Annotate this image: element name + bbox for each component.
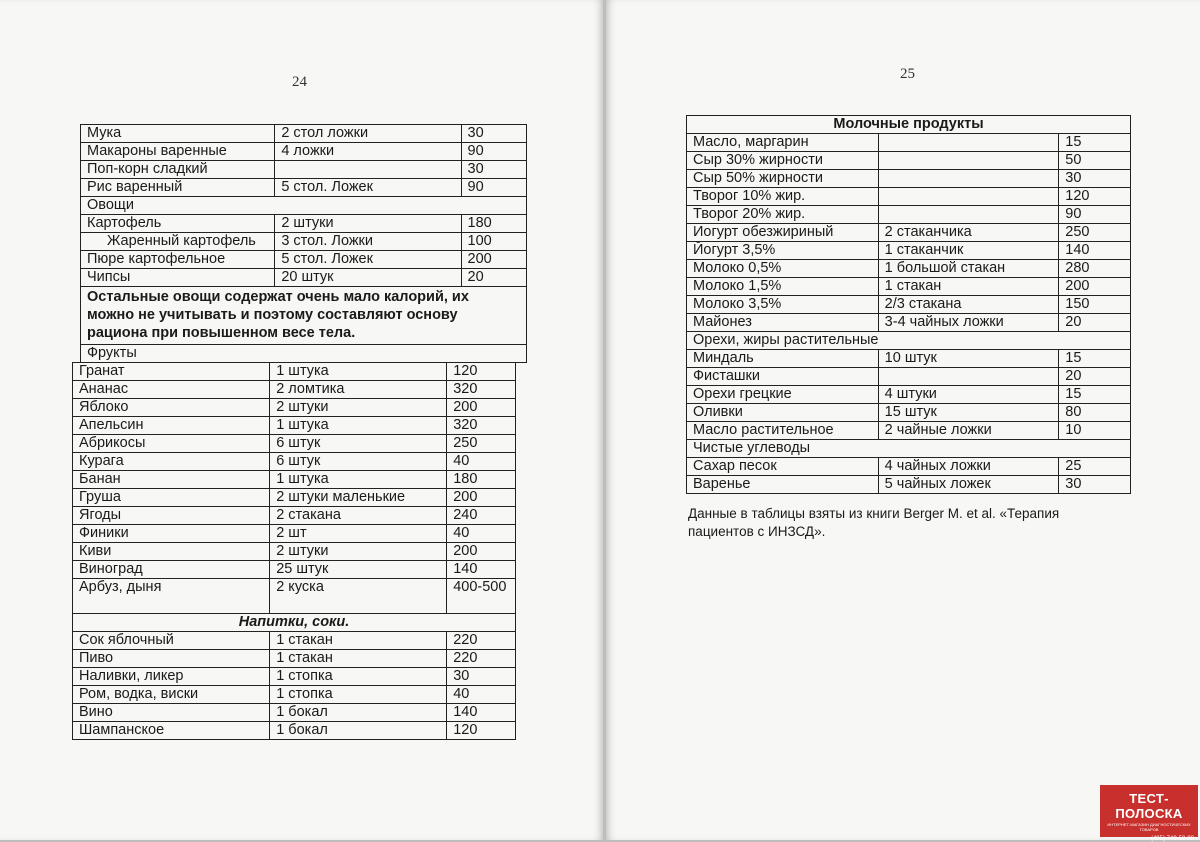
product-cell: Ром, водка, виски <box>73 686 270 704</box>
portion-cell: 2 ломтика <box>270 381 447 399</box>
table-row <box>81 215 527 233</box>
table-row <box>73 614 516 632</box>
table-row <box>73 632 516 650</box>
calorie-cell: 10 <box>1059 422 1131 440</box>
table-row <box>81 197 527 215</box>
table-row <box>687 422 1131 440</box>
portion-cell: 2 чайные ложки <box>878 422 1059 440</box>
product-cell: Ананас <box>73 381 270 399</box>
portion-cell: 2 штуки маленькие <box>270 489 447 507</box>
calorie-cell: 140 <box>1059 242 1131 260</box>
section-header-fruits: Фрукты <box>81 345 527 363</box>
calorie-cell: 180 <box>461 215 526 233</box>
calorie-cell: 50 <box>1059 152 1131 170</box>
table-row <box>81 269 527 287</box>
calorie-cell: 90 <box>461 143 526 161</box>
calorie-cell: 30 <box>1059 170 1131 188</box>
product-cell: Сыр 30% жирности <box>687 152 879 170</box>
portion-cell: 1 стакан <box>270 632 447 650</box>
calorie-cell: 15 <box>1059 350 1131 368</box>
product-cell: Майонез <box>687 314 879 332</box>
portion-cell: 1 штука <box>270 471 447 489</box>
calorie-cell: 30 <box>461 161 526 179</box>
product-cell: Ягоды <box>73 507 270 525</box>
portion-cell: 5 стол. Ложек <box>275 251 461 269</box>
product-cell: Киви <box>73 543 270 561</box>
portion-cell: 5 стол. Ложек <box>275 179 461 197</box>
portion-cell: 3 стол. Ложки <box>275 233 461 251</box>
calorie-cell: 320 <box>447 417 516 435</box>
portion-cell: 2 шт <box>270 525 447 543</box>
table-row <box>73 668 516 686</box>
calorie-cell: 100 <box>461 233 526 251</box>
calorie-cell: 15 <box>1059 386 1131 404</box>
table-row <box>73 704 516 722</box>
calorie-cell: 30 <box>461 125 526 143</box>
table-row <box>687 404 1131 422</box>
calorie-cell: 200 <box>447 489 516 507</box>
table-row <box>73 435 516 453</box>
calorie-cell: 200 <box>461 251 526 269</box>
portion-cell: 2 куска <box>270 579 447 614</box>
table-row <box>687 350 1131 368</box>
product-cell: Молоко 0,5% <box>687 260 879 278</box>
product-cell: Рис варенный <box>81 179 275 197</box>
product-cell: Картофель <box>81 215 275 233</box>
table-row <box>687 188 1131 206</box>
calorie-cell: 250 <box>1059 224 1131 242</box>
calorie-table-left <box>80 124 527 363</box>
calorie-table-left-2 <box>72 362 516 740</box>
portion-cell <box>878 188 1059 206</box>
product-cell: Молоко 3,5% <box>687 296 879 314</box>
portion-cell: 2 стол ложки <box>275 125 461 143</box>
calorie-cell: 320 <box>447 381 516 399</box>
calorie-table-right <box>686 115 1131 494</box>
calorie-cell: 40 <box>447 453 516 471</box>
product-cell: Пиво <box>73 650 270 668</box>
product-cell: Финики <box>73 525 270 543</box>
table-row <box>73 561 516 579</box>
product-cell: Йогурт 3,5% <box>687 242 879 260</box>
calorie-cell: 15 <box>1059 134 1131 152</box>
calorie-cell: 140 <box>447 561 516 579</box>
product-cell: Вино <box>73 704 270 722</box>
right-page <box>606 0 1200 840</box>
product-cell: Груша <box>73 489 270 507</box>
portion-cell: 1 большой стакан <box>878 260 1059 278</box>
product-cell: Иогурт обезжириный <box>687 224 879 242</box>
table-row <box>73 525 516 543</box>
table-row <box>73 579 516 614</box>
table-row <box>81 287 527 345</box>
table-row <box>687 314 1131 332</box>
portion-cell: 1 стопка <box>270 686 447 704</box>
portion-cell <box>275 161 461 179</box>
portion-cell: 2 штуки <box>270 543 447 561</box>
product-cell: Миндаль <box>687 350 879 368</box>
portion-cell: 5 чайных ложек <box>878 476 1059 494</box>
portion-cell: 20 штук <box>275 269 461 287</box>
portion-cell: 4 ложки <box>275 143 461 161</box>
page-number-right: 25 <box>900 66 915 82</box>
table-row <box>73 650 516 668</box>
portion-cell <box>878 152 1059 170</box>
calorie-cell: 200 <box>1059 278 1131 296</box>
calorie-cell: 250 <box>447 435 516 453</box>
section-header-drinks: Напитки, соки. <box>73 614 516 632</box>
section-header-dairy: Молочные продукты <box>687 116 1131 134</box>
portion-cell: 15 штук <box>878 404 1059 422</box>
calorie-cell: 20 <box>461 269 526 287</box>
table-row <box>687 458 1131 476</box>
product-cell: Творог 20% жир. <box>687 206 879 224</box>
table-footnote: Данные в таблицы взяты из книги Berger M. et al. «Терапия пациентов с ИНЗСД». <box>688 506 1060 539</box>
calorie-cell: 40 <box>447 686 516 704</box>
calorie-cell: 80 <box>1059 404 1131 422</box>
table-row <box>81 251 527 269</box>
table-row <box>73 507 516 525</box>
logo-phone: (495) 749-59-98 <box>1150 836 1194 842</box>
calorie-cell: 20 <box>1059 314 1131 332</box>
product-cell: Сыр 50% жирности <box>687 170 879 188</box>
calorie-cell: 120 <box>447 363 516 381</box>
calorie-cell: 220 <box>447 650 516 668</box>
calorie-cell: 140 <box>447 704 516 722</box>
portion-cell <box>878 134 1059 152</box>
product-cell: Банан <box>73 471 270 489</box>
portion-cell: 1 бокал <box>270 722 447 740</box>
portion-cell: 2 стаканчика <box>878 224 1059 242</box>
table-row <box>687 476 1131 494</box>
product-cell: Курага <box>73 453 270 471</box>
product-cell: Фисташки <box>687 368 879 386</box>
product-cell: Сахар песок <box>687 458 879 476</box>
table-row <box>73 363 516 381</box>
product-cell: Наливки, ликер <box>73 668 270 686</box>
table-row <box>81 345 527 363</box>
table-row <box>687 332 1131 350</box>
calorie-cell: 30 <box>447 668 516 686</box>
portion-cell: 1 штука <box>270 417 447 435</box>
table-row <box>687 260 1131 278</box>
table-row <box>687 116 1131 134</box>
page-number-left: 24 <box>292 74 307 90</box>
product-cell: Поп-корн сладкий <box>81 161 275 179</box>
section-header-nuts: Орехи, жиры растительные <box>687 332 1131 350</box>
portion-cell <box>878 170 1059 188</box>
portion-cell: 3-4 чайных ложки <box>878 314 1059 332</box>
portion-cell <box>878 206 1059 224</box>
calorie-cell: 200 <box>447 399 516 417</box>
product-cell: Оливки <box>687 404 879 422</box>
calorie-cell: 90 <box>1059 206 1131 224</box>
table-row <box>687 242 1131 260</box>
section-header-carbs: Чистые углеводы <box>687 440 1131 458</box>
product-cell: Абрикосы <box>73 435 270 453</box>
product-cell: Творог 10% жир. <box>687 188 879 206</box>
product-cell: Макароны варенные <box>81 143 275 161</box>
product-cell: Чипсы <box>81 269 275 287</box>
calorie-cell: 40 <box>447 525 516 543</box>
calorie-cell: 240 <box>447 507 516 525</box>
table-row <box>73 381 516 399</box>
calorie-cell: 220 <box>447 632 516 650</box>
portion-cell: 10 штук <box>878 350 1059 368</box>
calorie-cell: 280 <box>1059 260 1131 278</box>
calorie-cell: 200 <box>447 543 516 561</box>
section-header-vegetables: Овощи <box>81 197 527 215</box>
table-row <box>687 440 1131 458</box>
product-cell: Жаренный картофель <box>81 233 275 251</box>
portion-cell: 25 штук <box>270 561 447 579</box>
calorie-cell: 400-500 <box>447 579 516 614</box>
table-row <box>81 179 527 197</box>
product-cell: Виноград <box>73 561 270 579</box>
table-row <box>73 453 516 471</box>
product-cell: Гранат <box>73 363 270 381</box>
vegetables-note: Остальные овощи содержат очень мало калорий, их можно не учитывать и поэтому составляют основу рациона при повышенном весе тела. <box>81 287 527 345</box>
portion-cell: 1 штука <box>270 363 447 381</box>
table-row <box>73 417 516 435</box>
table-row <box>73 399 516 417</box>
table-row <box>687 134 1131 152</box>
calorie-cell: 120 <box>1059 188 1131 206</box>
calorie-cell: 90 <box>461 179 526 197</box>
portion-cell: 1 стаканчик <box>878 242 1059 260</box>
portion-cell: 4 штуки <box>878 386 1059 404</box>
portion-cell: 2/3 стакана <box>878 296 1059 314</box>
portion-cell: 2 стакана <box>270 507 447 525</box>
portion-cell: 1 стакан <box>878 278 1059 296</box>
table-row <box>81 125 527 143</box>
table-row <box>687 278 1131 296</box>
portion-cell: 1 бокал <box>270 704 447 722</box>
portion-cell <box>878 368 1059 386</box>
table-row <box>73 722 516 740</box>
portion-cell: 1 стакан <box>270 650 447 668</box>
product-cell: Шампанское <box>73 722 270 740</box>
product-cell: Яблоко <box>73 399 270 417</box>
calorie-cell: 150 <box>1059 296 1131 314</box>
table-row <box>687 386 1131 404</box>
portion-cell: 6 штук <box>270 435 447 453</box>
product-cell: Апельсин <box>73 417 270 435</box>
product-cell: Мука <box>81 125 275 143</box>
table-row <box>687 368 1131 386</box>
portion-cell: 2 штуки <box>275 215 461 233</box>
table-row <box>73 489 516 507</box>
shop-logo[interactable] <box>1100 785 1198 842</box>
calorie-cell: 20 <box>1059 368 1131 386</box>
product-cell: Варенье <box>687 476 879 494</box>
calorie-cell: 25 <box>1059 458 1131 476</box>
logo-title: ТЕСТ-ПОЛОСКА <box>1115 791 1183 821</box>
table-row <box>73 471 516 489</box>
product-cell: Молоко 1,5% <box>687 278 879 296</box>
product-cell: Сок яблочный <box>73 632 270 650</box>
logo-subtitle: ИНТЕРНЕТ-МАГАЗИН ДИАГНОСТИЧЕСКИХ ТОВАРОВ <box>1107 822 1191 832</box>
table-row <box>81 161 527 179</box>
calorie-cell: 180 <box>447 471 516 489</box>
table-row <box>73 686 516 704</box>
product-cell: Масло, маргарин <box>687 134 879 152</box>
portion-cell: 6 штук <box>270 453 447 471</box>
table-row <box>73 543 516 561</box>
product-cell: Масло растительное <box>687 422 879 440</box>
portion-cell: 1 стопка <box>270 668 447 686</box>
table-row <box>687 170 1131 188</box>
table-row <box>687 224 1131 242</box>
table-row <box>687 296 1131 314</box>
product-cell: Арбуз, дыня <box>73 579 270 614</box>
table-row <box>81 233 527 251</box>
portion-cell: 4 чайных ложки <box>878 458 1059 476</box>
product-cell: Пюре картофельное <box>81 251 275 269</box>
calorie-cell: 120 <box>447 722 516 740</box>
calorie-cell: 30 <box>1059 476 1131 494</box>
portion-cell: 2 штуки <box>270 399 447 417</box>
table-row <box>81 143 527 161</box>
table-row <box>687 206 1131 224</box>
product-cell: Орехи грецкие <box>687 386 879 404</box>
table-row <box>687 152 1131 170</box>
